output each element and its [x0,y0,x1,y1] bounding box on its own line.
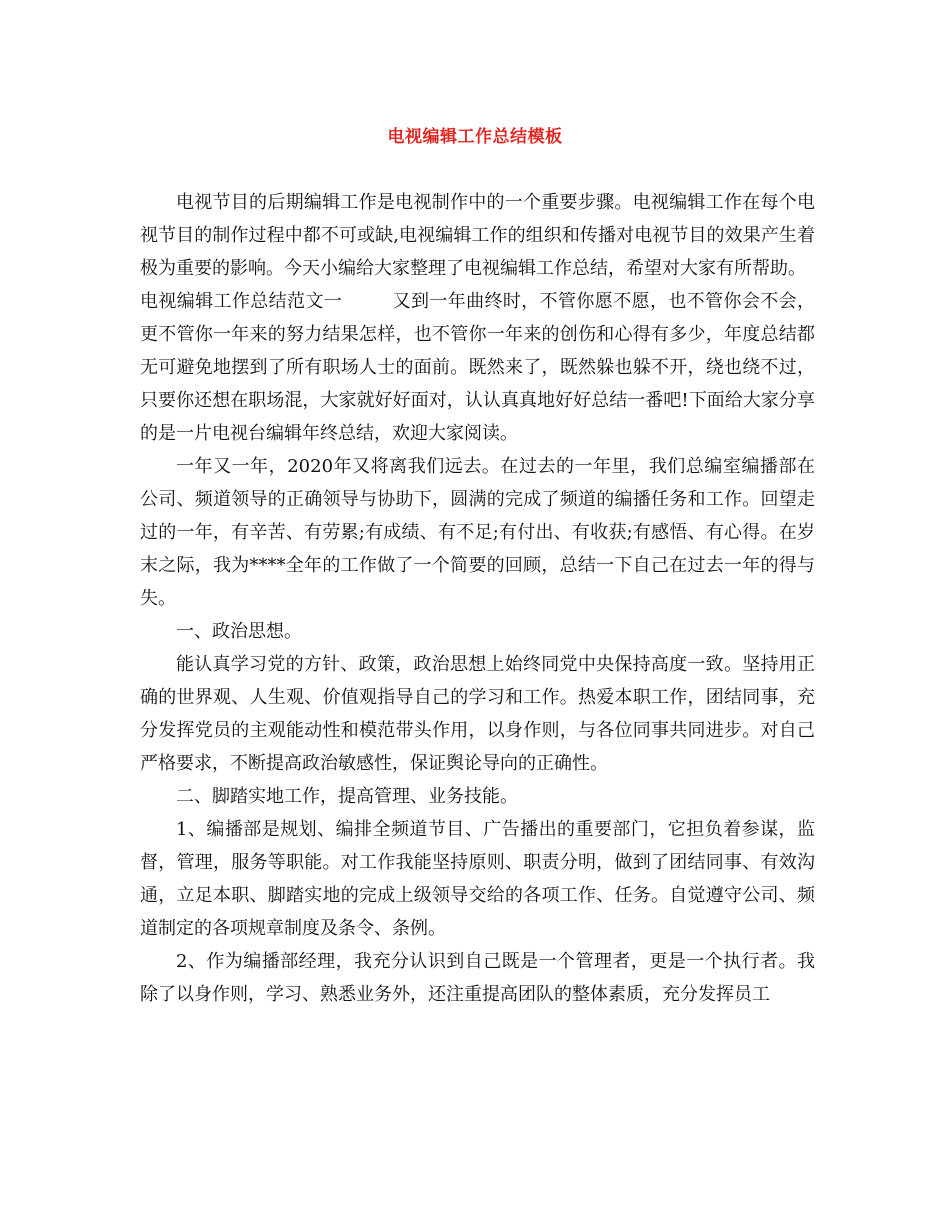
section-label: 电视编辑工作总结范文一 [140,291,343,312]
politics-paragraph: 能认真学习党的方针、政策，政治思想上始终同党中央保持高度一致。坚持用正确的世界观、人生观、价值观指导自己的学习和工作。热爱本职工作，团结同事，充分发挥党员的主观能动性和模范带头作用，以身作则，与各位同事共同进步。对自己严格要求，不断提高政治敏感性，保证舆论导向的正确性。 [140,654,815,774]
year-paragraph: 一年又一年，2020年又将离我们远去。在过去的一年里，我们总编室编播部在公司、频道领导的正确领导与协助下，圆满的完成了频道的编播任务和工作。回望走过的一年，有辛苦、有劳累;有成绩、有不足;有付出、有收获;有感悟、有心得。在岁末之际，我为****全年的工作做了一个简要的回顾，总结一下自己在过去一年的得与失。 [140,456,815,609]
item-1-paragraph: 1、编播部是规划、编排全频道节目、广告播出的重要部门，它担负着参谋，监督，管理，服务等职能。对工作我能坚持原则、职责分明，做到了团结同事、有效沟通，立足本职、脚踏实地的完成上级领导交给的各项工作、任务。自觉遵守公司、频道制定的各项规章制度及条令、条例。 [140,819,815,939]
heading-work: 二、脚踏实地工作，提高管理、业务技能。 [176,786,518,807]
document-body [140,186,815,1011]
item-2-paragraph: 2、作为编播部经理，我充分认识到自己既是一个管理者，更是一个执行者。我除了以身作则，学习、熟悉业务外，还注重提高团队的整体素质，充分发挥员工 [140,951,815,1005]
document-title: 电视编辑工作总结模板 [387,127,563,147]
section-paragraph [140,285,815,450]
section-intro: 又到一年曲终时，不管你愿不愿，也不管你会不会，更不管你一年来的努力结果怎样，也不管你一年来的创伤和心得有多少，年度总结都无可避免地摆到了所有职场人士的面前。既然来了，既然躲也躲不开，绕也绕不过，只要你还想在职场混，大家就好好面对，认认真真地好好总结一番吧!下面给大家分享的是一片电视台编辑年终总结，欢迎大家阅读。 [140,291,816,444]
heading-politics: 一、政治思想。 [176,621,302,642]
intro-paragraph: 电视节目的后期编辑工作是电视制作中的一个重要步骤。电视编辑工作在每个电视节目的制作过程中都不可或缺,电视编辑工作的组织和传播对电视节目的效果产生着极为重要的影响。今天小编给大家整理了电视编辑工作总结，希望对大家有所帮助。 [140,192,815,279]
